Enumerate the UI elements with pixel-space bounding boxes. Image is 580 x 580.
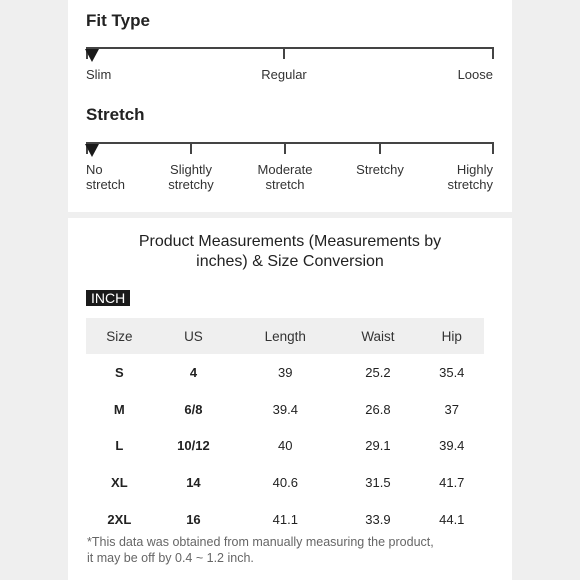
stretch-label-slightly: Slightly stretchy (168, 162, 214, 192)
fit-type-label-regular: Regular (261, 67, 307, 82)
stretch-title: Stretch (86, 105, 145, 124)
table-row (86, 464, 484, 501)
stretch-tick-stretchy (379, 142, 381, 154)
cell-us: 10/12 (177, 438, 210, 454)
fit-type-scale-line (86, 47, 494, 49)
stretch-tick-highly (492, 142, 494, 154)
cell-length: 39 (278, 364, 293, 380)
stretch-tick-moderate (284, 142, 286, 154)
fit-type-tick-regular (283, 47, 285, 59)
stretch-label-stretchy: Stretchy (356, 162, 404, 177)
cell-hip: 39.4 (439, 438, 465, 454)
cell-us: 6/8 (184, 401, 203, 417)
stretch-scale-line (86, 142, 494, 144)
measurement-disclaimer: *This data was obtained from manually measuring the product, it may be off by 0.4 ~ 1.2 inch. (87, 535, 434, 565)
cell-us: 14 (186, 474, 201, 490)
cell-waist: 31.5 (365, 474, 391, 490)
column-header-us: US (184, 328, 203, 344)
cell-length: 41.1 (272, 511, 298, 527)
fit-type-label-loose: Loose (457, 67, 493, 82)
table-row (86, 427, 484, 464)
cell-size: S (115, 364, 124, 380)
stretch-selected-marker-icon (85, 144, 99, 157)
cell-waist: 25.2 (365, 364, 391, 380)
table-row (86, 391, 484, 428)
unit-badge: INCH (86, 290, 130, 306)
cell-hip: 44.1 (439, 511, 465, 527)
fit-type-tick-loose (492, 47, 494, 59)
cell-waist: 33.9 (365, 511, 391, 527)
cell-waist: 29.1 (365, 438, 391, 454)
cell-waist: 26.8 (365, 401, 391, 417)
cell-size: 2XL (107, 511, 132, 527)
stretch-tick-slightly (190, 142, 192, 154)
cell-us: 4 (189, 364, 198, 380)
cell-length: 39.4 (272, 401, 298, 417)
measurements-panel (68, 218, 512, 580)
cell-length: 40 (278, 438, 293, 454)
fit-stretch-panel (68, 0, 512, 212)
fit-type-selected-marker-icon (85, 49, 99, 62)
size-table (86, 318, 484, 537)
stretch-label-moderate: Moderate stretch (257, 162, 313, 192)
cell-length: 40.6 (272, 474, 298, 490)
fit-type-label-slim: Slim (86, 67, 112, 82)
cell-size: XL (111, 474, 128, 490)
cell-hip: 37 (444, 401, 459, 417)
fit-type-scale (86, 47, 494, 117)
measurements-title: Product Measurements (Measurements by inches) & Size Conversion (138, 233, 442, 270)
size-table-header (86, 318, 484, 354)
column-header-size: Size (106, 328, 133, 344)
stretch-label-highly: Highly stretchy (447, 162, 493, 192)
stretch-scale (86, 142, 494, 212)
fit-type-title: Fit Type (86, 11, 150, 30)
column-header-length: Length (264, 328, 306, 344)
cell-us: 16 (186, 511, 201, 527)
table-row (86, 354, 484, 391)
cell-size: M (113, 401, 125, 417)
column-header-waist: Waist (361, 328, 395, 344)
cell-hip: 35.4 (439, 364, 465, 380)
column-header-hip: Hip (441, 328, 462, 344)
cell-size: L (115, 438, 124, 454)
table-row (86, 501, 484, 538)
stretch-label-no: No stretch (86, 162, 126, 192)
cell-hip: 41.7 (439, 474, 465, 490)
